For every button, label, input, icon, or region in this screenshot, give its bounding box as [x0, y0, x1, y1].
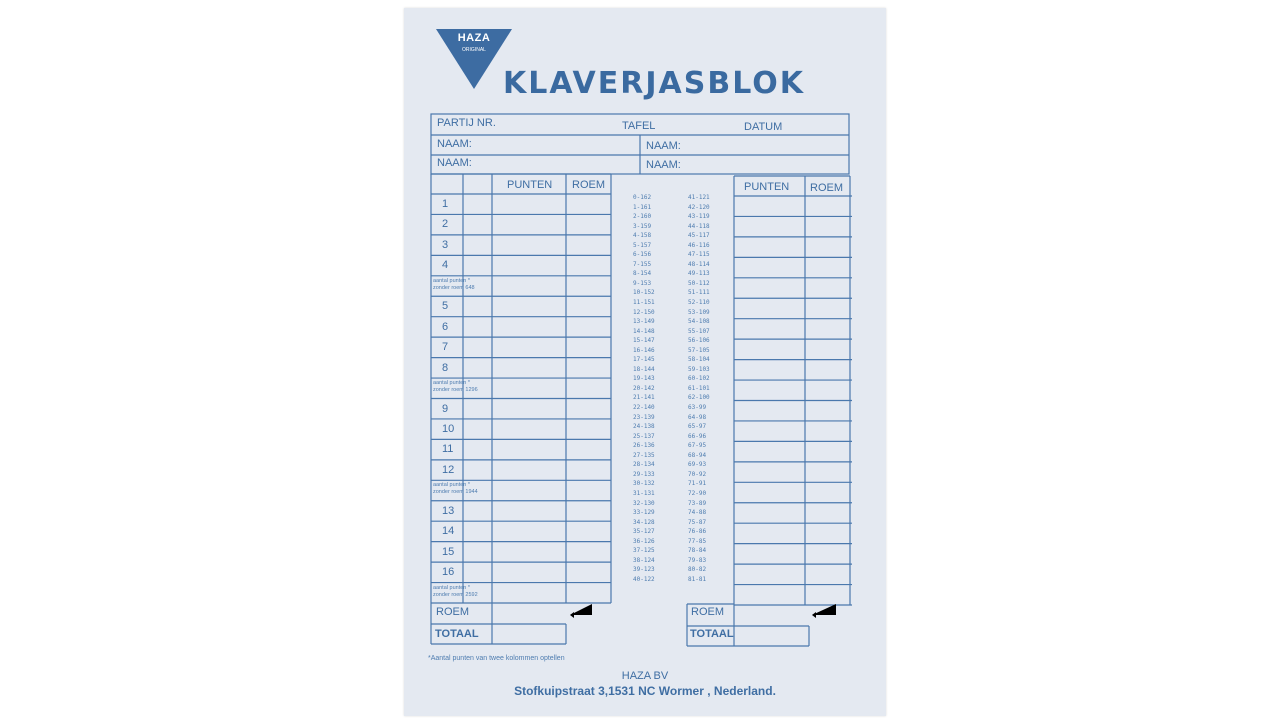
subtotal-label: aantal punten *: [433, 277, 471, 284]
score-pair-right: 62-100: [688, 394, 710, 402]
score-pair-right: 50-112: [688, 279, 710, 287]
tafel-label: TAFEL: [622, 120, 656, 132]
score-pair-right: 56-106: [688, 337, 710, 345]
naam-label-4: NAAM:: [646, 159, 681, 171]
score-pair-left: 18-144: [633, 365, 655, 373]
score-pair-left: 24-138: [633, 423, 655, 431]
round-number: 9: [442, 402, 449, 415]
round-number: 6: [442, 320, 449, 333]
page-title: KLAVERJASBLOK: [503, 66, 806, 101]
round-number: 3: [442, 238, 449, 251]
round-number: 14: [442, 525, 455, 538]
score-pair-right: 72-90: [688, 489, 707, 497]
roem-total-label-right: ROEM: [691, 606, 724, 618]
punten-header-left: PUNTEN: [507, 179, 553, 191]
score-pair-right: 65-97: [688, 423, 707, 431]
subtotal-label: zonder roem 648: [433, 284, 475, 291]
score-pair-left: 27-135: [633, 451, 655, 459]
score-pair-right: 73-89: [688, 499, 707, 507]
score-pair-right: 51-111: [688, 289, 710, 297]
score-pair-right: 77-85: [688, 537, 707, 545]
score-pair-left: 16-146: [633, 346, 655, 354]
score-pair-right: 53-109: [688, 308, 710, 316]
score-pair-left: 25-137: [633, 432, 655, 440]
score-pair-left: 3-159: [633, 222, 652, 230]
score-pair-left: 9-153: [633, 279, 652, 287]
score-pair-right: 70-92: [688, 470, 707, 478]
score-pair-right: 60-102: [688, 375, 710, 383]
score-pair-left: 6-156: [633, 251, 652, 259]
naam-label-1: NAAM:: [437, 138, 472, 150]
score-pair-right: 52-110: [688, 299, 710, 307]
score-pair-left: 15-147: [633, 337, 655, 345]
score-pair-left: 23-139: [633, 413, 655, 421]
roem-header-left: ROEM: [572, 179, 605, 191]
score-pair-right: 42-120: [688, 203, 710, 211]
score-pair-left: 32-130: [633, 499, 655, 507]
score-pair-right: 58-104: [688, 356, 710, 364]
roem-total-label-left: ROEM: [436, 606, 469, 618]
score-pair-right: 61-101: [688, 384, 710, 392]
score-pair-left: 20-142: [633, 384, 655, 392]
score-pair-left: 13-149: [633, 318, 655, 326]
round-number: 4: [442, 259, 449, 272]
score-pair-right: 76-86: [688, 528, 707, 536]
score-pair-left: 5-157: [633, 241, 652, 249]
round-number: 10: [442, 422, 455, 435]
score-pair-right: 75-87: [688, 518, 707, 526]
score-pair-left: 4-158: [633, 232, 652, 240]
score-pair-right: 41-121: [688, 194, 710, 201]
partij-label: PARTIJ NR.: [437, 117, 496, 129]
score-pair-right: 80-82: [688, 566, 707, 574]
score-pair-left: 2-160: [633, 213, 652, 221]
round-number: 5: [442, 300, 449, 313]
score-pair-right: 64-98: [688, 413, 707, 421]
score-pair-left: 40-122: [633, 575, 655, 583]
score-pair-left: 33-129: [633, 509, 655, 517]
score-pair-left: 21-141: [633, 394, 655, 402]
naam-label-3: NAAM:: [437, 157, 472, 169]
score-list-left: [633, 193, 655, 584]
round-number: 15: [442, 545, 455, 558]
score-pair-left: 22-140: [633, 404, 655, 412]
score-pair-left: 17-145: [633, 356, 655, 364]
score-pair-left: 30-132: [633, 480, 655, 488]
score-pair-left: 37-125: [633, 547, 655, 555]
score-pair-left: 14-148: [633, 327, 655, 335]
round-number: 7: [442, 341, 449, 354]
score-pair-right: 63-99: [688, 404, 707, 412]
score-pair-right: 79-83: [688, 556, 707, 564]
score-pair-right: 43-119: [688, 213, 710, 221]
naam-label-2: NAAM:: [646, 140, 681, 152]
score-pair-left: 10-152: [633, 289, 655, 297]
score-pair-left: 26-136: [633, 442, 655, 450]
round-number: 2: [442, 218, 449, 231]
score-pair-right: 54-108: [688, 318, 710, 326]
roem-header-right: ROEM: [810, 182, 843, 194]
totaal-label-left: TOTAAL: [435, 628, 479, 640]
score-list-right: [688, 193, 710, 584]
subtotal-label: zonder roem 1944: [433, 489, 478, 496]
punten-header-right: PUNTEN: [744, 181, 790, 193]
subtotal-label: aantal punten *: [433, 584, 471, 591]
round-number: 1: [442, 198, 449, 210]
score-pair-right: 67-95: [688, 442, 707, 450]
score-pair-right: 81-81: [688, 575, 707, 583]
score-pair-right: 45-117: [688, 232, 710, 240]
score-pair-left: 36-126: [633, 537, 655, 545]
subtotal-label: zonder roem 1296: [433, 387, 478, 394]
score-pair-left: 31-131: [633, 489, 655, 497]
totaal-label-right: TOTAAL: [690, 628, 734, 640]
subtotal-label: aantal punten *: [433, 380, 471, 387]
score-pair-right: 46-116: [688, 241, 710, 249]
score-pair-left: 28-134: [633, 461, 655, 469]
company-address: Stofkuipstraat 3,1531 NC Wormer , Nederland.: [514, 684, 776, 698]
datum-label: DATUM: [744, 121, 783, 133]
score-pair-left: 19-143: [633, 375, 655, 383]
score-pair-right: 69-93: [688, 461, 707, 469]
round-number: 8: [442, 361, 449, 374]
round-number: 12: [442, 463, 455, 476]
score-pair-left: 7-155: [633, 260, 652, 268]
score-pair-left: 38-124: [633, 556, 655, 564]
round-number: 11: [442, 443, 454, 456]
score-pair-left: 35-127: [633, 528, 655, 536]
score-pair-left: 1-161: [633, 203, 652, 211]
score-pair-left: 34-128: [633, 518, 655, 526]
score-pair-right: 44-118: [688, 222, 710, 230]
score-pair-left: 8-154: [633, 270, 652, 278]
round-number: 16: [442, 566, 455, 579]
footnote: *Aantal punten van twee kolommen optellen: [428, 655, 565, 662]
logo-subtext: ORIGINAL: [462, 47, 486, 53]
score-pair-right: 68-94: [688, 451, 707, 459]
score-pair-right: 47-115: [688, 251, 710, 259]
company-name: HAZA BV: [621, 670, 669, 682]
score-pair-left: 11-151: [633, 299, 655, 307]
score-pair-right: 78-84: [688, 547, 707, 555]
score-pair-left: 12-150: [633, 308, 655, 316]
score-pair-right: 71-91: [688, 480, 707, 488]
score-pair-right: 59-103: [688, 365, 710, 373]
score-pair-right: 74-88: [688, 509, 707, 517]
score-pair-right: 57-105: [688, 346, 710, 354]
score-pair-right: 66-96: [688, 432, 707, 440]
score-pair-left: 29-133: [633, 470, 655, 478]
score-pair-right: 55-107: [688, 327, 710, 335]
round-number: 13: [442, 504, 455, 517]
logo-text: HAZA: [457, 32, 491, 44]
score-pair-left: 39-123: [633, 566, 655, 574]
score-pair-right: 48-114: [688, 260, 710, 268]
score-pair-left: 0-162: [633, 194, 652, 201]
score-pair-right: 49-113: [688, 270, 710, 278]
subtotal-label: aantal punten *: [433, 482, 471, 489]
subtotal-label: zonder roem 2592: [433, 591, 478, 598]
